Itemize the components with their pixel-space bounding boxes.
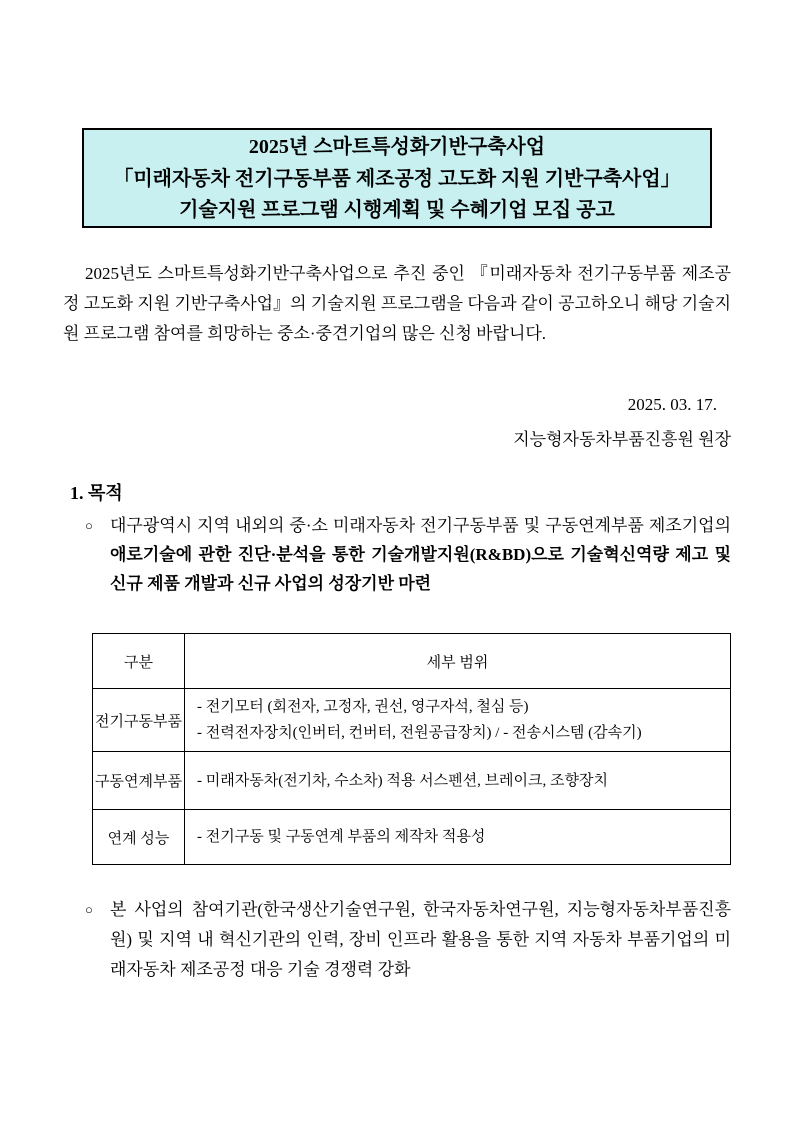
notice-date: 2025. 03. 17. <box>627 395 717 414</box>
notice-title-line-3: 기술지원 프로그램 시행계획 및 수혜기업 모집 공고 <box>179 199 615 221</box>
purpose-bullet-1-normal: 대구광역시 지역 내외의 중·소 미래자동차 전기구동부품 및 구동연계부품 제조기업의 <box>110 516 731 535</box>
section-heading-purpose: 1. 목적 <box>70 483 123 503</box>
notice-title-box <box>82 128 712 228</box>
scope-table-cell-category: 연계 성능 <box>93 810 185 865</box>
scope-table-cell-details <box>185 810 731 865</box>
notice-title-line-2: 「미래자동차 전기구동부품 제조공정 고도화 지원 기반구축사업」 <box>113 167 681 190</box>
scope-table-header-details: 세부 범위 <box>185 634 731 689</box>
notice-title-line-1: 2025년 스마트특성화기반구축사업 <box>248 136 546 158</box>
scope-table <box>92 633 731 865</box>
scope-table-row-linked-performance <box>93 810 731 865</box>
signatory: 지능형자동차부품진흥원 원장 <box>513 430 731 449</box>
scope-table-cell-category: 구동연계부품 <box>93 752 185 810</box>
scope-detail-line: - 미래자동차(전기차, 수소차) 적용 서스펜션, 브레이크, 조향장치 <box>197 772 608 789</box>
scope-table-row-electric-drive <box>93 689 731 752</box>
scope-table-cell-details <box>185 689 731 752</box>
purpose-bullet-1-bold: 애로기술에 관한 진단·분석을 통한 기술개발지원(R&BD)으로 기술혁신역량 제고 및 신규 제품 개발과 신규 사업의 성장기반 마련 <box>110 545 731 593</box>
scope-table-cell-details <box>185 752 731 810</box>
purpose-bullet-2 <box>85 895 731 985</box>
scope-table-header-row <box>93 634 731 689</box>
scope-table-cell-category: 전기구동부품 <box>93 689 185 752</box>
scope-detail-line: - 전기모터 (회전자, 고정자, 권선, 영구자석, 철심 등) <box>197 699 529 715</box>
purpose-bullet-2-text: 본 사업의 참여기관(한국생산기술연구원, 한국자동차연구원, 지능형자동차부품진흥원) 및 지역 내 혁신기관의 인력, 장비 인프라 활용을 통한 지역 자동차 부품기업의 미래자동차 제조공정 대응 기술 경쟁력 강화 <box>110 900 731 979</box>
purpose-bullet-1 <box>85 511 731 598</box>
scope-detail-line: - 전력전자장치(인버터, 컨버터, 전원공급장치) / - 전송시스템 (감속기) <box>197 725 642 741</box>
scope-detail-line: - 전기구동 및 구동연계 부품의 제작차 적용성 <box>197 829 486 845</box>
scope-table-row-drive-linked <box>93 752 731 810</box>
purpose-bullet-1-text <box>110 511 731 598</box>
bullet-marker: ○ <box>85 902 93 917</box>
scope-table-header-category: 구분 <box>93 634 185 689</box>
bullet-marker: ○ <box>85 518 93 533</box>
intro-paragraph: 2025년도 스마트특성화기반구축사업으로 추진 중인 『미래자동차 전기구동부품 제조공정 고도화 지원 기반구축사업』의 기술지원 프로그램을 다음과 같이 공고하오니 해당 기술지원 프로그램 참여를 희망하는 중소·중견기업의 많은 신청 바랍니다. <box>63 264 731 343</box>
